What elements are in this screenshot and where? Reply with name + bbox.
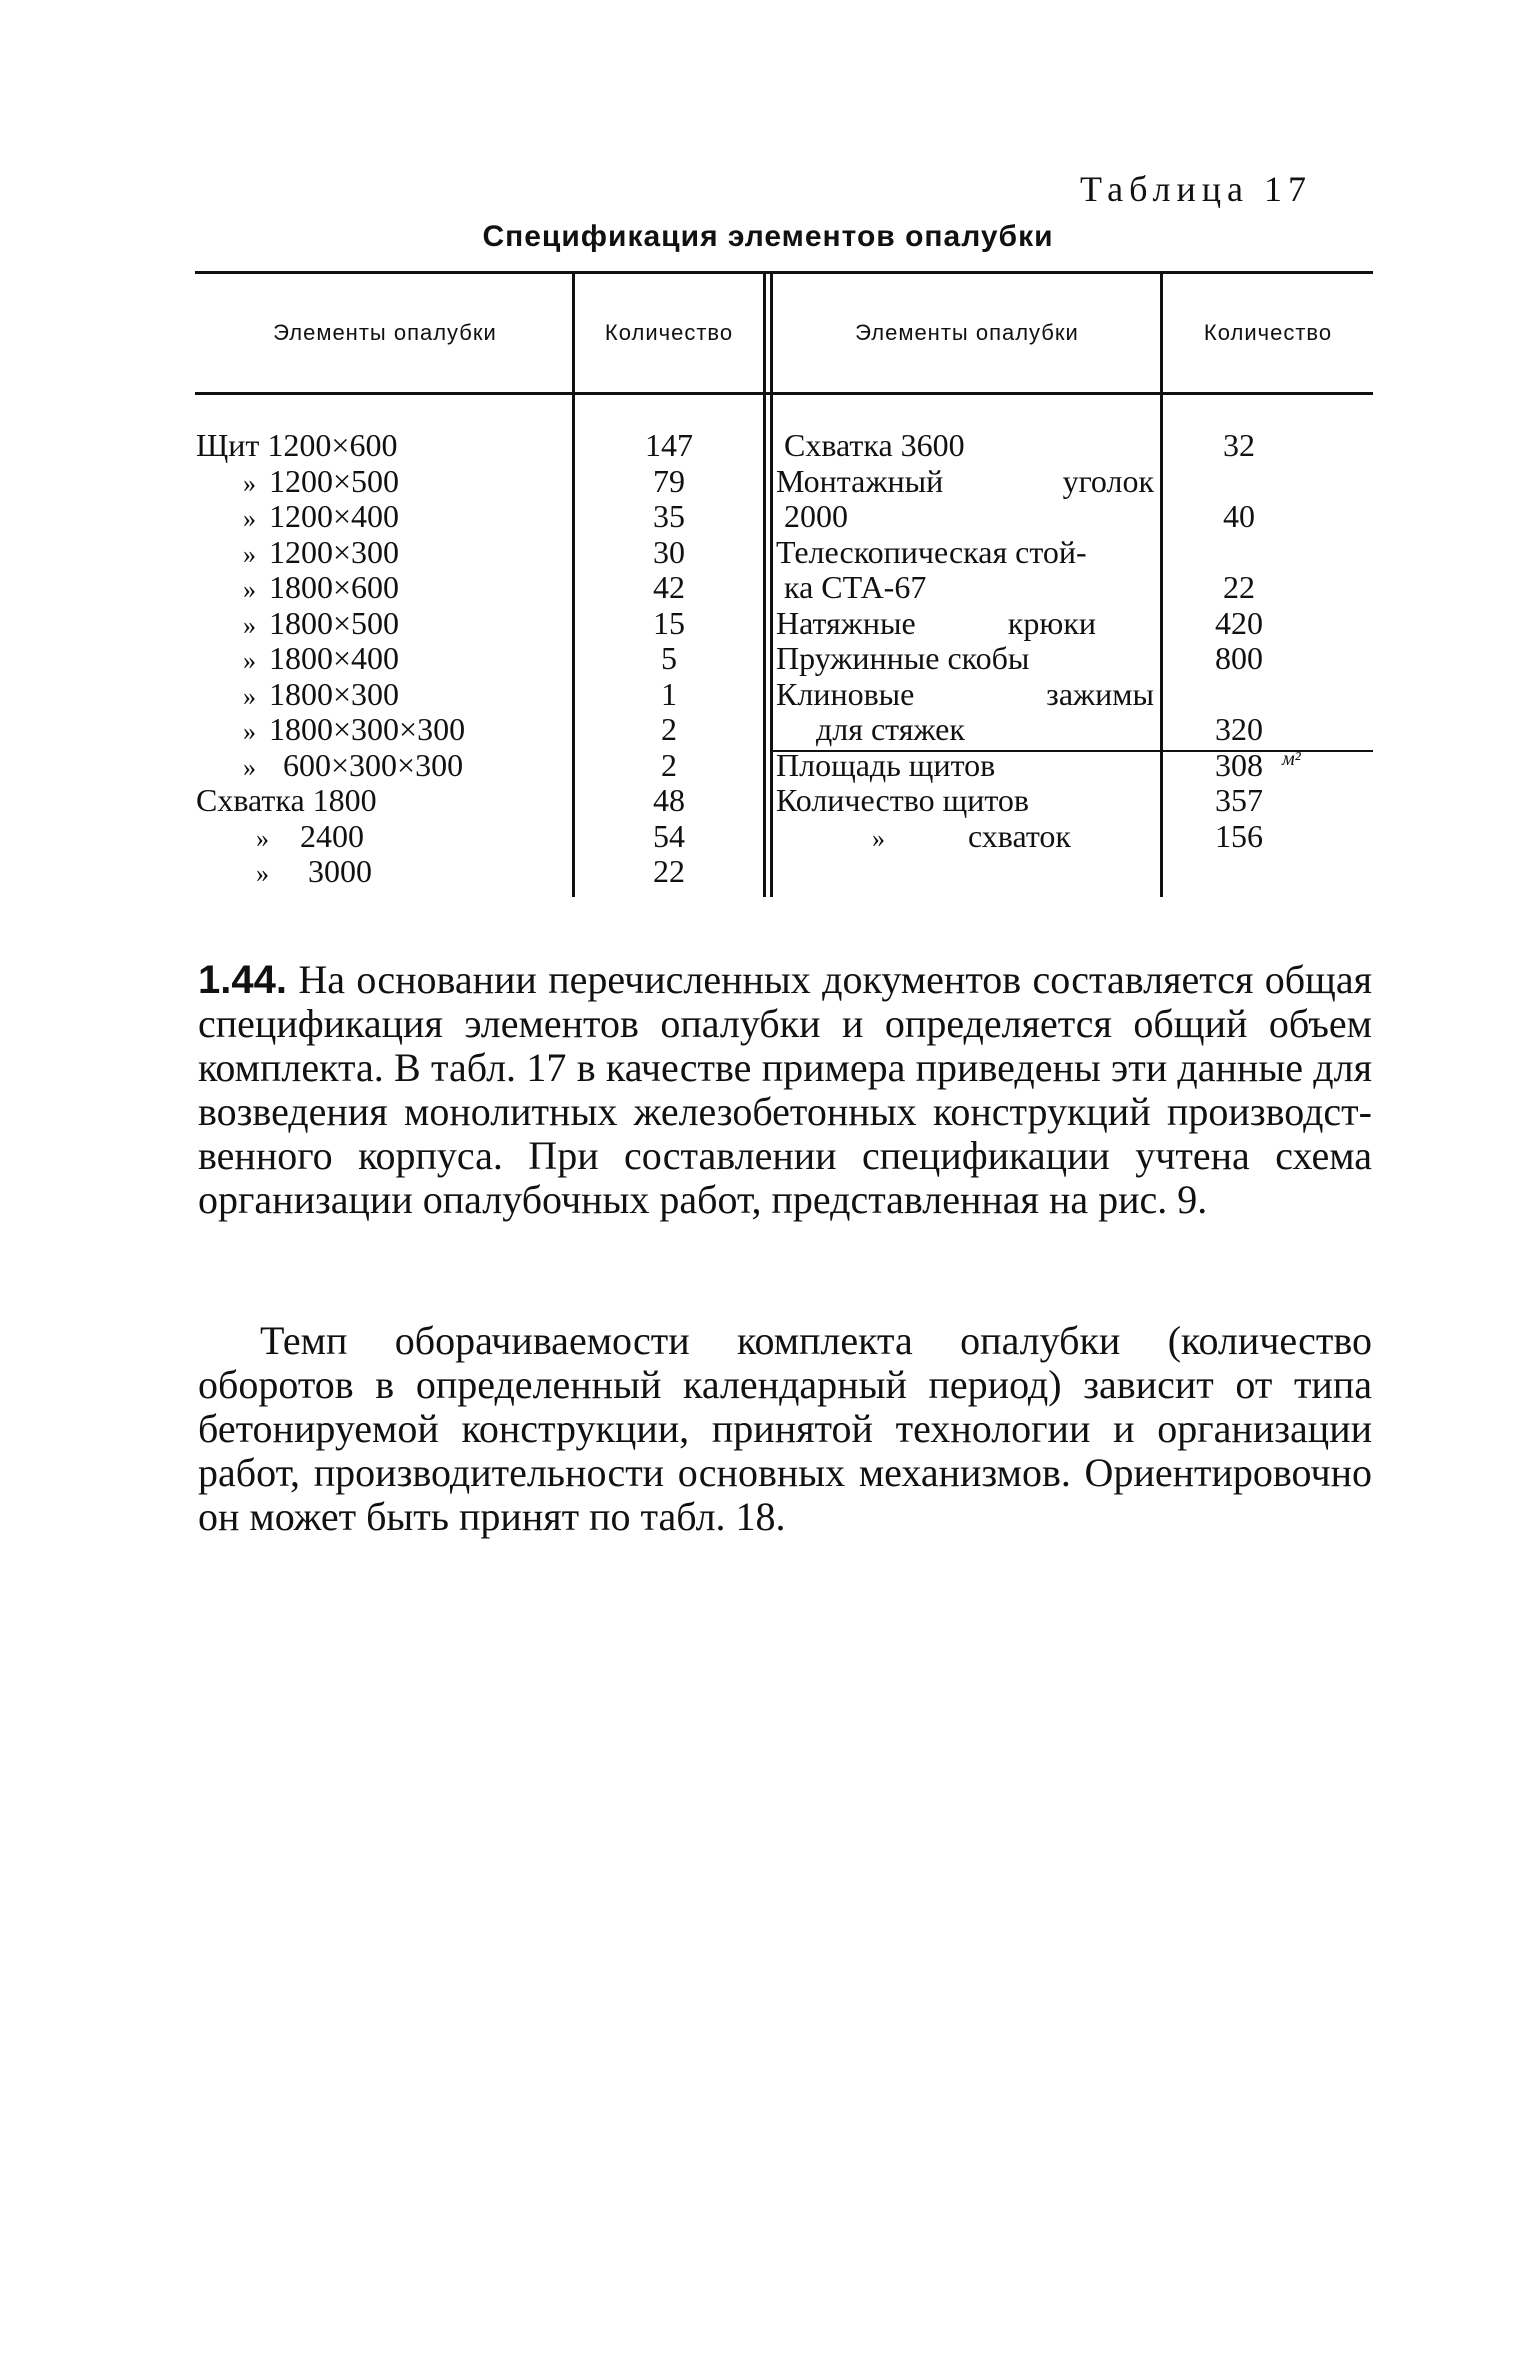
- col-divider-2b: [770, 272, 773, 897]
- table-row: » 1800×300×300: [243, 711, 466, 747]
- paragraph-number: 1.44.: [198, 958, 287, 1002]
- paragraph-text: Темп оборачиваемости комплекта опалубки (количество оборотов в определенный календарный период) зависит от типа бетонируемой конструкции, принятой технологии и организации работ, производительности основных механизмов. Ориентировочно он может быть принят по табл. 18.: [198, 1318, 1372, 1539]
- col-divider-1: [572, 272, 575, 897]
- table-row: » 1800×300: [243, 675, 400, 712]
- table-cell-qty: 22: [1223, 569, 1255, 605]
- table-number: Таблица 17: [1080, 169, 1312, 209]
- table-row: » 1200×400: [243, 498, 400, 534]
- table-row: » 1800×600: [243, 569, 400, 605]
- table-row: » схваток: [872, 817, 1071, 854]
- table-title: Спецификация элементов опалубки: [482, 220, 1054, 253]
- table-cell-qty: 800: [1215, 640, 1263, 676]
- table-cell-qty: 32: [1223, 427, 1255, 463]
- table-cell-qty: 40: [1223, 498, 1255, 534]
- table-row: » 1200×300: [243, 533, 400, 570]
- table-cell-qty: 147: [645, 427, 693, 463]
- table-row: ка СТА-67: [784, 569, 927, 605]
- table-cell-qty: 2: [661, 746, 677, 783]
- header-quantity-left: Количество: [604, 320, 734, 345]
- table-cell-qty: 30: [653, 533, 685, 570]
- col-divider-2a: [763, 272, 766, 897]
- table-row: Телескопическая стой-: [776, 533, 1087, 570]
- table-row: 2000: [784, 498, 848, 534]
- table-row: для стяжек: [816, 711, 965, 747]
- table-row: » 3000: [256, 853, 372, 889]
- table-cell-qty: 156: [1215, 817, 1263, 854]
- table-cell-qty: 2: [661, 711, 677, 747]
- table-row: Пружинные скобы: [776, 640, 1030, 676]
- paragraph-2: [198, 1319, 1372, 1539]
- table-cell-qty: 320: [1215, 711, 1263, 747]
- table-row: » 1800×400: [243, 640, 400, 676]
- right-quantity-column: [1164, 428, 1314, 854]
- table-row: » 1800×500: [243, 604, 400, 641]
- table-cell-qty: 22: [653, 853, 685, 889]
- header-quantity-right: Количество: [1203, 320, 1333, 345]
- paragraph-1-44: [198, 958, 1372, 1222]
- table-row: Щит 1200×600: [196, 427, 398, 463]
- table-cell-qty: 79: [653, 462, 685, 499]
- table-row: Натяжные крюки: [776, 604, 1096, 641]
- table-cell-qty: 54: [653, 817, 685, 854]
- table-cell-qty: 35: [653, 498, 685, 534]
- table-row: » 1200×500: [243, 462, 400, 499]
- col-divider-3: [1160, 272, 1163, 897]
- paragraph-text: На основании перечисленных документов составляется общая спецификация элементов опалубки и определяется общий объем комплекта. В табл. 17 в качестве примера приведены эти данные для возведения монолитных железобетонных конструкций производственного корпуса. При составлении спецификации учтена схема организации опалубочных работ, представленная на рис. 9.: [198, 957, 1373, 1222]
- table-row: » 2400: [256, 817, 364, 854]
- table-cell-qty: [1164, 677, 1314, 713]
- header-elements-right: Элементы опалубки: [855, 320, 1079, 345]
- table-cell-qty: 1: [661, 675, 677, 712]
- table-row: » 600×300×300: [243, 746, 464, 783]
- table-cell-qty: [1164, 464, 1314, 500]
- left-quantity-column: [576, 428, 762, 890]
- table-header-rule: [195, 392, 1373, 395]
- right-names-column: [776, 428, 1156, 854]
- table-row: Схватка 1800: [196, 782, 377, 818]
- table-top-rule: [195, 271, 1373, 274]
- table-cell-qty: [1164, 535, 1314, 571]
- table-cell-qty: 42: [653, 569, 685, 605]
- table-row: Схватка 3600: [784, 427, 965, 463]
- table-row: Клиновые зажимы: [776, 675, 1154, 712]
- table-cell-qty: 308 м²: [1164, 748, 1314, 784]
- table-row: Монтажный уголок: [776, 462, 1154, 499]
- header-elements-left: Элементы опалубки: [273, 320, 497, 345]
- table-row: Количество щитов: [776, 782, 1030, 818]
- table-cell-qty: 5: [661, 640, 677, 676]
- unit-label: м²: [1282, 747, 1301, 770]
- left-names-column: [196, 428, 568, 890]
- table-cell-qty: 420: [1215, 604, 1263, 641]
- table-cell-qty: 357: [1215, 782, 1263, 818]
- table-cell-qty: 48: [653, 782, 685, 818]
- table-cell-qty: 15: [653, 604, 685, 641]
- table-row: Площадь щитов: [776, 746, 996, 783]
